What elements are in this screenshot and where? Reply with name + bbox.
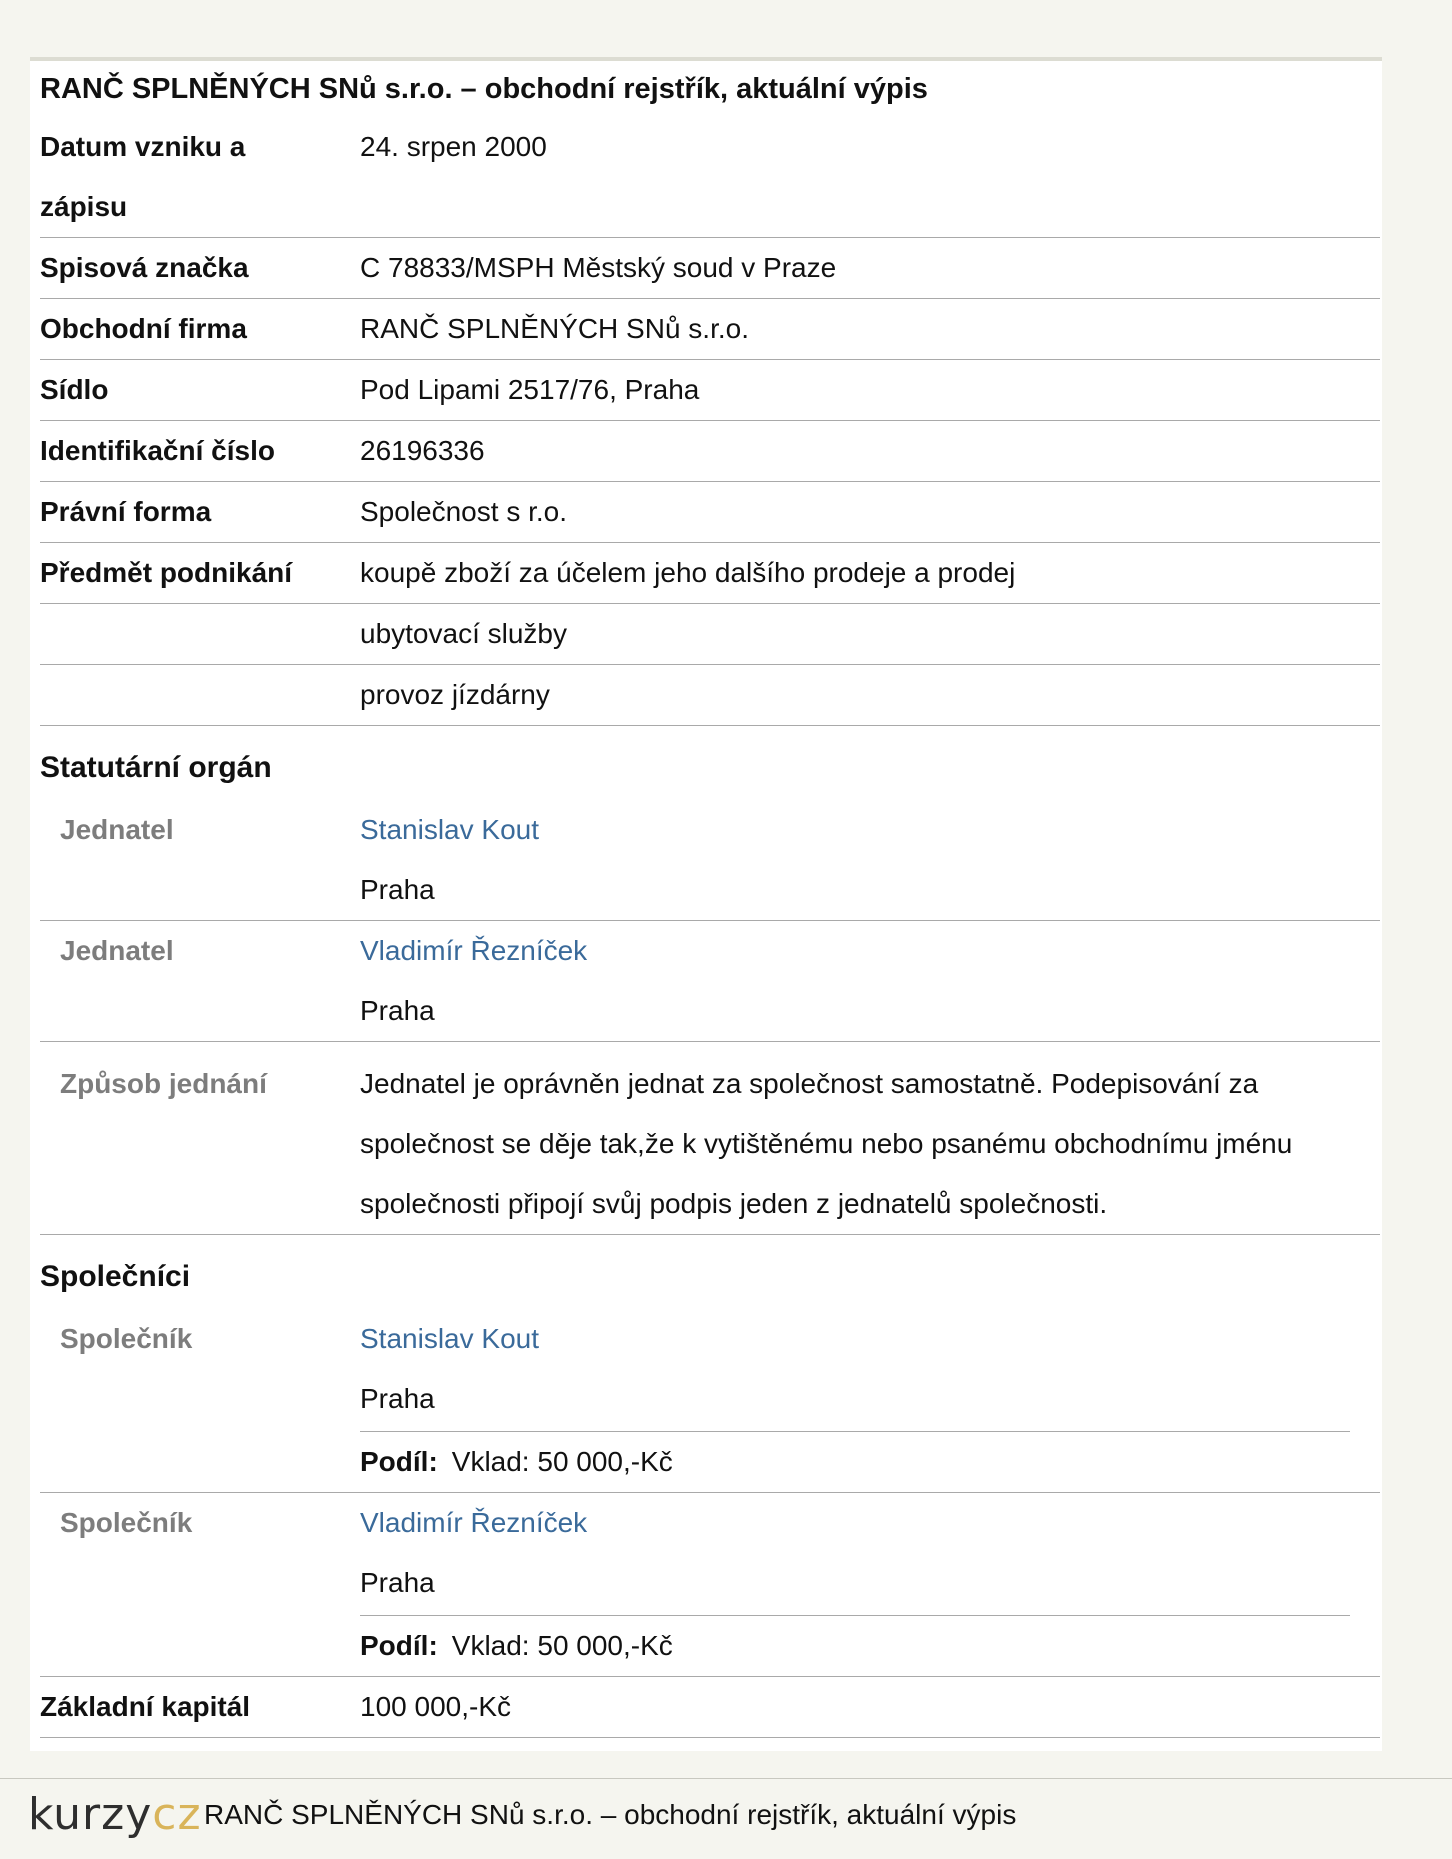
row-value: 100 000,-Kč	[360, 1691, 511, 1722]
role-label: Společník	[60, 1507, 193, 1538]
row-datum	[40, 117, 1380, 238]
logo-part-kurzy: kurzy	[28, 1789, 153, 1840]
person-city: Praha	[360, 1383, 435, 1414]
row-label: Sídlo	[40, 374, 109, 405]
row-ico	[40, 421, 1380, 482]
label-line: zápisu	[40, 191, 128, 222]
text-line: společnost se děje tak,že k vytištěnému nebo psanému obchodnímu jménu	[360, 1128, 1293, 1159]
register-card	[30, 57, 1382, 1751]
row-kapital	[40, 1677, 1380, 1738]
logo-part-cz: cz	[152, 1789, 202, 1840]
text-line: společnosti připojí svůj podpis jeden z jednatelů společnosti.	[360, 1188, 1108, 1219]
share-label: Podíl:	[360, 1446, 438, 1477]
row-label-empty	[40, 604, 360, 664]
row-label: Předmět podnikání	[40, 557, 293, 588]
row-predmet-3	[40, 665, 1380, 726]
row-spisova	[40, 238, 1380, 299]
spolecnik-entry	[40, 1309, 1380, 1493]
section-heading-statutarni: Statutární orgán	[40, 751, 272, 784]
row-value: 26196336	[360, 435, 485, 466]
row-value: RANČ SPLNĚNÝCH SNů s.r.o.	[360, 313, 749, 344]
role-label: Jednatel	[60, 814, 174, 845]
row-value: provoz jízdárny	[360, 679, 550, 710]
person-link[interactable]: Vladimír Řezníček	[360, 935, 588, 966]
row-label: Právní forma	[40, 496, 212, 527]
row-value: ubytovací služby	[360, 618, 567, 649]
share-info	[360, 1431, 1350, 1492]
person-link[interactable]: Stanislav Kout	[360, 814, 539, 845]
share-info	[360, 1615, 1350, 1676]
jednatel-entry	[40, 800, 1380, 921]
row-label-empty	[40, 665, 360, 725]
row-label: Spisová značka	[40, 252, 249, 283]
role-label: Společník	[60, 1323, 193, 1354]
entry-value	[360, 1054, 1380, 1234]
page-title: RANČ SPLNĚNÝCH SNů s.r.o. – obchodní rejstřík, aktuální výpis	[40, 73, 928, 105]
section-heading-spolecnici: Společníci	[40, 1260, 191, 1293]
role-label: Způsob jednání	[60, 1068, 267, 1099]
row-label: Základní kapitál	[40, 1691, 251, 1722]
entry-value	[360, 1309, 1380, 1492]
row-value: C 78833/MSPH Městský soud v Praze	[360, 252, 837, 283]
row-predmet-2	[40, 604, 1380, 665]
row-sidlo	[40, 360, 1380, 421]
person-link[interactable]: Vladimír Řezníček	[360, 1507, 588, 1538]
text-line: Jednatel je oprávněn jednat za společnost samostatně. Podepisování za	[360, 1068, 1259, 1099]
label-line: Datum vzniku a	[40, 131, 246, 162]
share-label: Podíl:	[360, 1630, 438, 1661]
person-city: Praha	[360, 995, 435, 1026]
register-table	[40, 61, 1380, 1738]
zpusob-jednani-row	[40, 1042, 1380, 1235]
person-city: Praha	[360, 874, 435, 905]
share-value: Vklad: 50 000,-Kč	[451, 1630, 673, 1661]
row-label: Obchodní firma	[40, 313, 247, 344]
jednatel-entry	[40, 921, 1380, 1042]
entry-value	[360, 1493, 1380, 1676]
person-link[interactable]: Stanislav Kout	[360, 1323, 539, 1354]
row-predmet	[40, 543, 1380, 604]
person-city: Praha	[360, 1567, 435, 1598]
row-value: koupě zboží za účelem jeho dalšího prodeje a prodej	[360, 557, 1016, 588]
entry-value	[360, 800, 1380, 920]
kurzy-logo[interactable]	[28, 1789, 202, 1840]
row-label: Identifikační číslo	[40, 435, 275, 466]
row-forma	[40, 482, 1380, 543]
footer-bar	[0, 1778, 1452, 1859]
role-label: Jednatel	[60, 935, 174, 966]
row-value: Společnost s r.o.	[360, 496, 568, 527]
spolecnik-entry	[40, 1493, 1380, 1677]
row-label	[40, 117, 360, 237]
share-value: Vklad: 50 000,-Kč	[451, 1446, 673, 1477]
row-value: 24. srpen 2000	[360, 131, 547, 162]
footer-title: RANČ SPLNĚNÝCH SNů s.r.o. – obchodní rejstřík, aktuální výpis	[204, 1799, 1017, 1830]
entry-value	[360, 921, 1380, 1041]
row-value: Pod Lipami 2517/76, Praha	[360, 374, 700, 405]
row-firma	[40, 299, 1380, 360]
